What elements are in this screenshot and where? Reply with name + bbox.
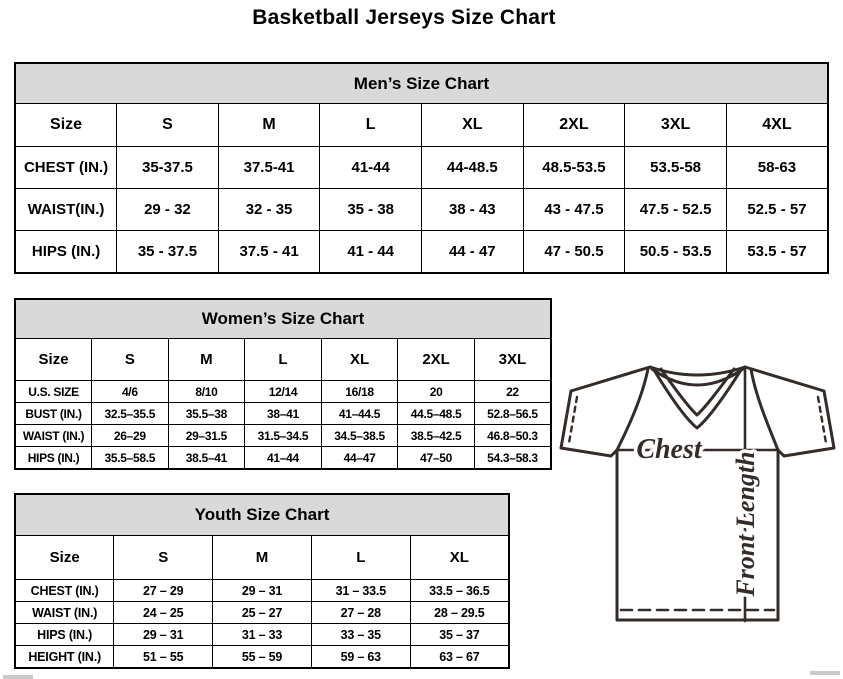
cell-value: 29–31.5 [168,425,245,447]
cell-value: 38 - 43 [422,189,524,231]
cell-value: 53.5-58 [625,147,727,189]
column-header: 3XL [625,104,727,147]
column-header: 3XL [474,339,551,381]
cell-value: 47 - 50.5 [523,231,625,274]
cell-value: 63 – 67 [410,646,509,669]
page-title: Basketball Jerseys Size Chart [252,6,556,29]
jersey-measurement-diagram [555,358,841,634]
column-header: 2XL [523,104,625,147]
table-title: Men’s Size Chart [15,63,828,104]
scrollbar-fragment-right [810,671,840,675]
cell-value: 50.5 - 53.5 [625,231,727,274]
cell-value: 41–44 [245,447,322,470]
column-header: XL [410,536,509,580]
cell-value: 44-48.5 [422,147,524,189]
row-label: HIPS (IN.) [15,447,92,470]
table-row [15,602,509,624]
column-header: L [245,339,322,381]
cell-value: 28 – 29.5 [410,602,509,624]
youth-size-table [14,493,510,669]
cell-value: 38–41 [245,403,322,425]
cell-value: 33 – 35 [311,624,410,646]
cell-value: 59 – 63 [311,646,410,669]
cell-value: 43 - 47.5 [523,189,625,231]
table-title-row [15,494,509,536]
table-row [15,403,551,425]
cell-value: 26–29 [92,425,169,447]
right-armhole-seam [751,369,778,450]
column-header: L [320,104,422,147]
cell-value: 55 – 59 [213,646,312,669]
cell-value: 53.5 - 57 [726,231,828,274]
table-title-row [15,63,828,104]
cell-value: 32 - 35 [218,189,320,231]
column-header: 2XL [398,339,475,381]
column-header: Size [15,536,114,580]
cell-value: 32.5–35.5 [92,403,169,425]
row-label: U.S. SIZE [15,381,92,403]
column-header-row [15,339,551,381]
table-row [15,381,551,403]
cell-value: 41–44.5 [321,403,398,425]
cell-value: 8/10 [168,381,245,403]
cell-value: 46.8–50.3 [474,425,551,447]
column-header: Size [15,339,92,381]
table-row [15,425,551,447]
cell-value: 29 – 31 [213,580,312,602]
cell-value: 41 - 44 [320,231,422,274]
row-label: HEIGHT (IN.) [15,646,114,669]
table-row [15,646,509,669]
row-label: HIPS (IN.) [15,231,117,274]
cell-value: 58-63 [726,147,828,189]
table-row [15,447,551,470]
column-header: M [168,339,245,381]
column-header: S [114,536,213,580]
column-header: Size [15,104,117,147]
cell-value: 51 – 55 [114,646,213,669]
row-label: WAIST (IN.) [15,425,92,447]
cell-value: 41-44 [320,147,422,189]
cell-value: 22 [474,381,551,403]
cell-value: 44–47 [321,447,398,470]
cell-value: 44.5–48.5 [398,403,475,425]
row-label: CHEST (IN.) [15,580,114,602]
table-title-row [15,299,551,339]
cell-value: 37.5 - 41 [218,231,320,274]
table-row [15,147,828,189]
table-row [15,580,509,602]
row-label: CHEST (IN.) [15,147,117,189]
cell-value: 31 – 33.5 [311,580,410,602]
right-sleeve-outline [778,391,834,456]
chest-label: Chest [636,434,702,465]
cell-value: 35-37.5 [117,147,219,189]
table-row [15,189,828,231]
cell-value: 12/14 [245,381,322,403]
cell-value: 31 – 33 [213,624,312,646]
column-header: L [311,536,410,580]
column-header: M [218,104,320,147]
cell-value: 29 - 32 [117,189,219,231]
cell-value: 54.3–58.3 [474,447,551,470]
table-row [15,624,509,646]
cell-value: 52.5 - 57 [726,189,828,231]
cell-value: 25 – 27 [213,602,312,624]
cell-value: 29 – 31 [114,624,213,646]
cell-value: 37.5-41 [218,147,320,189]
cell-value: 48.5-53.5 [523,147,625,189]
table-row [15,231,828,274]
cell-value: 31.5–34.5 [245,425,322,447]
cell-value: 35.5–38 [168,403,245,425]
cell-value: 35 – 37 [410,624,509,646]
column-header: S [117,104,219,147]
row-label: HIPS (IN.) [15,624,114,646]
cell-value: 35 - 38 [320,189,422,231]
column-header-row [15,104,828,147]
jersey-diagram-svg [555,358,841,634]
cell-value: 16/18 [321,381,398,403]
row-label: WAIST(IN.) [15,189,117,231]
cell-value: 20 [398,381,475,403]
cell-value: 47–50 [398,447,475,470]
cell-value: 24 – 25 [114,602,213,624]
row-label: WAIST (IN.) [15,602,114,624]
womens-size-table [14,298,552,470]
cell-value: 47.5 - 52.5 [625,189,727,231]
cell-value: 27 – 29 [114,580,213,602]
column-header-row [15,536,509,580]
row-label: BUST (IN.) [15,403,92,425]
column-header: M [213,536,312,580]
scrollbar-fragment-left [3,675,33,679]
left-sleeve-outline [561,391,617,456]
cell-value: 52.8–56.5 [474,403,551,425]
table-title: Youth Size Chart [15,494,509,536]
cell-value: 33.5 – 36.5 [410,580,509,602]
front-length-label: Front Length [731,451,760,597]
cell-value: 35 - 37.5 [117,231,219,274]
mens-size-table [14,62,829,274]
right-shoulder-seam [745,367,824,391]
column-header: S [92,339,169,381]
cell-value: 27 – 28 [311,602,410,624]
column-header: 4XL [726,104,828,147]
cell-value: 34.5–38.5 [321,425,398,447]
cell-value: 44 - 47 [422,231,524,274]
cell-value: 38.5–41 [168,447,245,470]
cell-value: 35.5–58.5 [92,447,169,470]
cell-value: 38.5–42.5 [398,425,475,447]
table-title: Women’s Size Chart [15,299,551,339]
column-header: XL [321,339,398,381]
cell-value: 4/6 [92,381,169,403]
left-shoulder-seam [571,367,650,391]
column-header: XL [422,104,524,147]
